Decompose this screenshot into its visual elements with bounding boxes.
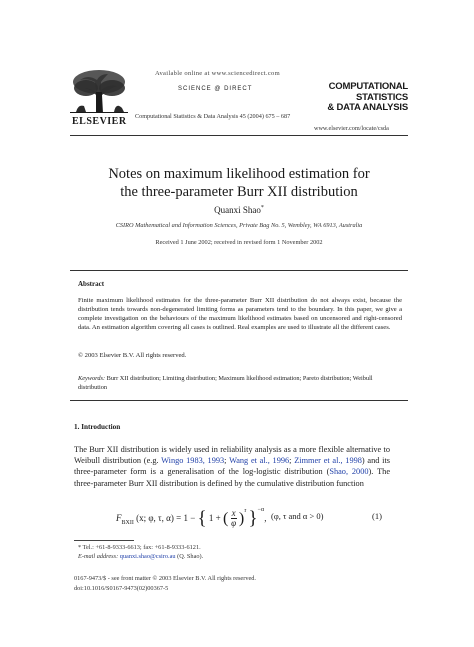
journal-logo xyxy=(318,82,408,114)
footnote-tel: * Tel.: +61-8-9333-6613; fax: +61-8-9333-6121. xyxy=(78,544,201,551)
eq-alpha-exponent: −α xyxy=(257,507,265,513)
eq-numerator: x xyxy=(231,508,236,519)
journal-website-link[interactable]: www.elsevier.com/locate/csda xyxy=(314,125,389,132)
intro-text-2: ) and its three-parameter form is a generalisation of the log-logistic distribution ( xyxy=(74,456,390,477)
ref-separator-2: ; xyxy=(289,456,292,466)
abstract-text: Finite maximum likelihood estimates for the three-parameter Burr XII distribution do not always exist, because the distribution tends towards non-degenerated limiting forms as parameters tend to the boundary. In this paper, we give a complete investigation on the behaviours of the maximum likelihood estimates based on uncensored and right-censored data. An estimation algorithm covering all cases is outlined. Real examples are used to illustrate all the different cases. xyxy=(78,297,402,332)
front-matter-notice: 0167-9473/$ - see front matter © 2003 Elsevier B.V. All rights reserved. xyxy=(74,575,256,582)
journal-logo-line-3: & DATA ANALYSIS xyxy=(327,102,408,113)
author-name: Quanxi Shao xyxy=(214,205,261,215)
eq-tau-exponent: τ xyxy=(244,508,247,514)
sciencedirect-logo: SCIENCE @ DIRECT xyxy=(178,86,253,92)
article-title xyxy=(70,165,408,201)
keywords-label: Keywords: xyxy=(78,375,106,382)
abstract-bottom-rule xyxy=(70,400,408,401)
title-line-1: Notes on maximum likelihood estimation for xyxy=(108,166,370,182)
journal-logo-line-2: STATISTICS xyxy=(355,91,408,103)
keywords-list: Burr XII distribution; Limiting distribution; Maximum likelihood estimation; Pareto distribution; Weibull distribution xyxy=(78,375,373,391)
eq-args: (x; φ, τ, α) = 1 − xyxy=(136,513,196,523)
author-affiliation: CSIRO Mathematical and Information Sciences, Private Bag No. 5, Wembley, WA 6913, Australia xyxy=(115,222,363,229)
introduction-paragraph xyxy=(74,444,390,489)
abstract-copyright: © 2003 Elsevier B.V. All rights reserved. xyxy=(78,352,187,359)
eq-comma: , xyxy=(264,513,267,523)
title-line-2: the three-parameter Burr XII distribution xyxy=(120,184,358,200)
eq-one-plus: 1 + xyxy=(208,513,221,523)
received-dates: Received 1 June 2002; received in revised form 1 November 2002 xyxy=(155,239,323,246)
ref-separator-1: ; xyxy=(224,456,227,466)
ref-zimmer[interactable]: Zimmer et al., 1998 xyxy=(294,456,362,466)
section-heading-introduction: 1. Introduction xyxy=(74,423,121,431)
equation-number: (1) xyxy=(372,511,382,521)
elsevier-tree-logo xyxy=(70,68,128,114)
email-name: (Q. Shao). xyxy=(177,553,204,560)
journal-logo-line-1: COMPUTATIONAL xyxy=(328,81,408,92)
equation-1 xyxy=(116,507,266,530)
abstract-top-rule xyxy=(70,270,408,271)
eq-brace-close: } xyxy=(248,508,258,529)
footnote-rule xyxy=(74,540,134,541)
equation-condition: (φ, τ and α > 0) xyxy=(271,511,324,521)
ref-shao[interactable]: Shao, 2000 xyxy=(329,467,369,477)
keywords xyxy=(78,374,402,392)
eq-lhs-subscript: BXII xyxy=(121,519,134,526)
intro-text-1: The Burr XII distribution is widely used in reliability analysis as a more flexible alternative to Weibull distribution (e.g. xyxy=(74,445,390,466)
author xyxy=(70,205,408,215)
author-footnote-mark[interactable]: * xyxy=(260,205,264,211)
eq-denominator: φ xyxy=(231,518,237,529)
eq-lhs: F xyxy=(116,513,122,523)
available-online-text: Available online at www.sciencedirect.com xyxy=(155,70,280,77)
eq-fraction xyxy=(231,509,237,528)
doi[interactable]: doi:10.1016/S0167-9473(02)00367-5 xyxy=(74,585,169,592)
footnote-email xyxy=(78,553,203,560)
eq-paren-open: ( xyxy=(222,510,229,527)
abstract-heading: Abstract xyxy=(78,280,105,288)
publisher-name: ELSEVIER xyxy=(72,116,127,127)
email-label: E-mail address: xyxy=(78,553,119,560)
email-link[interactable]: quanxi.shao@csiro.au xyxy=(119,553,176,560)
header-rule xyxy=(70,135,408,136)
ref-wingo[interactable]: Wingo 1983, 1993 xyxy=(161,456,225,466)
ref-wang[interactable]: Wang et al., 1996 xyxy=(229,456,290,466)
eq-paren-close: ) xyxy=(238,510,245,527)
intro-text-3: ). The three-parameter Burr XII distribution is defined by the cumulative distribution function xyxy=(74,467,391,488)
journal-citation: Computational Statistics & Data Analysis 45 (2004) 675 – 687 xyxy=(135,113,291,120)
eq-brace-open: { xyxy=(197,508,207,529)
